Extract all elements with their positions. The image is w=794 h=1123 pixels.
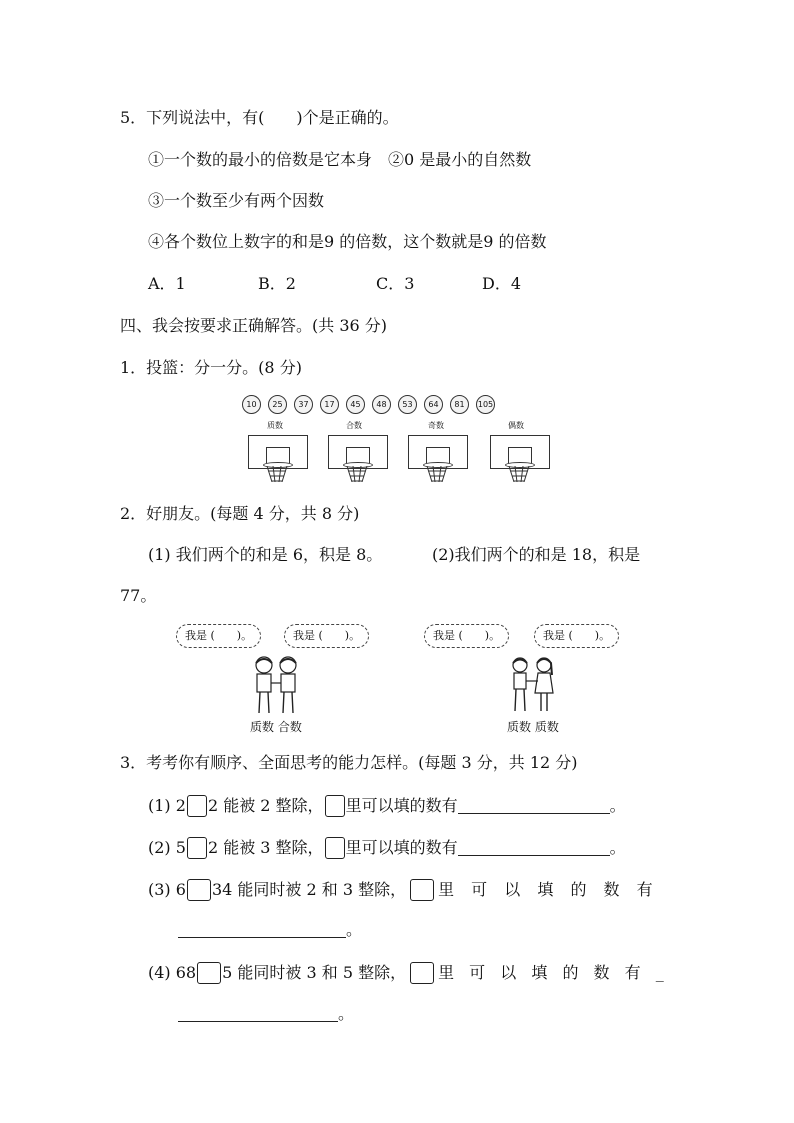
net-icon: [508, 466, 530, 482]
option-c[interactable]: C．3: [376, 274, 415, 293]
basketball-hoop-icon[interactable]: [328, 435, 388, 469]
digit-box: [410, 962, 434, 984]
ball[interactable]: 64: [424, 395, 443, 414]
speech-bubble: 我是 ( )。: [534, 624, 619, 648]
basketball-hoop-icon[interactable]: [248, 435, 308, 469]
kid-labels-1: 质数 合数: [250, 720, 302, 734]
q5-statement-1-2: ①一个数的最小的倍数是它本身 ②0 是最小的自然数: [148, 150, 532, 169]
net-icon: [426, 466, 448, 482]
option-d[interactable]: D．4: [482, 274, 522, 293]
hoop-label-prime: 质数: [267, 421, 283, 430]
ball[interactable]: 48: [372, 395, 391, 414]
kids-pair-icon: [506, 655, 558, 717]
ball[interactable]: 25: [268, 395, 287, 414]
answer-blank[interactable]: [458, 839, 610, 856]
ball[interactable]: 53: [398, 395, 417, 414]
ball[interactable]: 81: [450, 395, 469, 414]
net-icon: [266, 466, 288, 482]
speech-bubble: 我是 ( )。: [176, 624, 261, 648]
q3-stem: 3．考考你有顺序、全面思考的能力怎样。(每题 3 分，共 12 分): [120, 753, 578, 772]
q2-part-2-cont: 77。: [120, 586, 157, 605]
section-4-title: 四、我会按要求正确解答。(共 36 分): [120, 316, 388, 335]
option-a[interactable]: A．1: [148, 274, 186, 293]
kid-labels-2: 质数 质数: [507, 720, 559, 734]
q3-item-4-answer: 。: [178, 1004, 354, 1024]
q2-part-2: (2)我们两个的和是 18，积是: [432, 545, 641, 564]
q5-options: [148, 274, 521, 294]
ball[interactable]: 37: [294, 395, 313, 414]
speech-bubble: 我是 ( )。: [424, 624, 509, 648]
q3-item-2: (2) 5 2 能被 3 整除， 里可以填的数有 。: [148, 838, 626, 857]
basketball-hoop-icon[interactable]: [408, 435, 468, 469]
ball[interactable]: 105: [476, 395, 495, 414]
hoop-label-composite: 合数: [346, 421, 362, 430]
ball[interactable]: 45: [346, 395, 365, 414]
digit-box[interactable]: [187, 837, 207, 859]
digit-box[interactable]: [197, 962, 221, 984]
digit-box[interactable]: [187, 879, 211, 901]
ball[interactable]: 10: [242, 395, 261, 414]
ball[interactable]: 17: [320, 395, 339, 414]
digit-box: [325, 837, 345, 859]
q3-item-3: (3) 6 34 能同时被 2 和 3 整除， 里 可 以 填 的 数 有: [148, 880, 659, 899]
q3-item-1: (1) 2 2 能被 2 整除， 里可以填的数有 。: [148, 796, 626, 815]
option-b[interactable]: B．2: [258, 274, 296, 293]
digit-box[interactable]: [187, 795, 207, 817]
q2-stem: 2．好朋友。(每题 4 分，共 8 分): [120, 504, 360, 523]
kids-pair-icon: [246, 655, 308, 717]
basketball-hoop-icon[interactable]: [490, 435, 550, 469]
q5-statement-3: ③一个数至少有两个因数: [148, 191, 325, 210]
speech-bubble: 我是 ( )。: [284, 624, 369, 648]
answer-blank[interactable]: [458, 797, 610, 814]
q1-stem: 1．投篮：分一分。(8 分): [120, 358, 302, 377]
net-icon: [346, 466, 368, 482]
hoop-label-odd: 奇数: [428, 421, 444, 430]
q5-stem: 5．下列说法中，有( )个是正确的。: [120, 108, 399, 127]
digit-box: [325, 795, 345, 817]
q5-statement-4: ④各个数位上数字的和是9 的倍数，这个数就是9 的倍数: [148, 232, 547, 251]
answer-blank[interactable]: [178, 1005, 338, 1022]
answer-blank[interactable]: [178, 921, 346, 938]
q3-item-3-answer: 。: [178, 920, 362, 940]
q3-item-4: (4) 68 5 能同时被 3 和 5 整除， 里 可 以 填 的 数 有 _: [148, 963, 669, 982]
digit-box: [410, 879, 434, 901]
q2-part-1: (1) 我们两个的和是 6，积是 8。: [148, 545, 383, 564]
hoop-label-even: 偶数: [508, 421, 524, 430]
